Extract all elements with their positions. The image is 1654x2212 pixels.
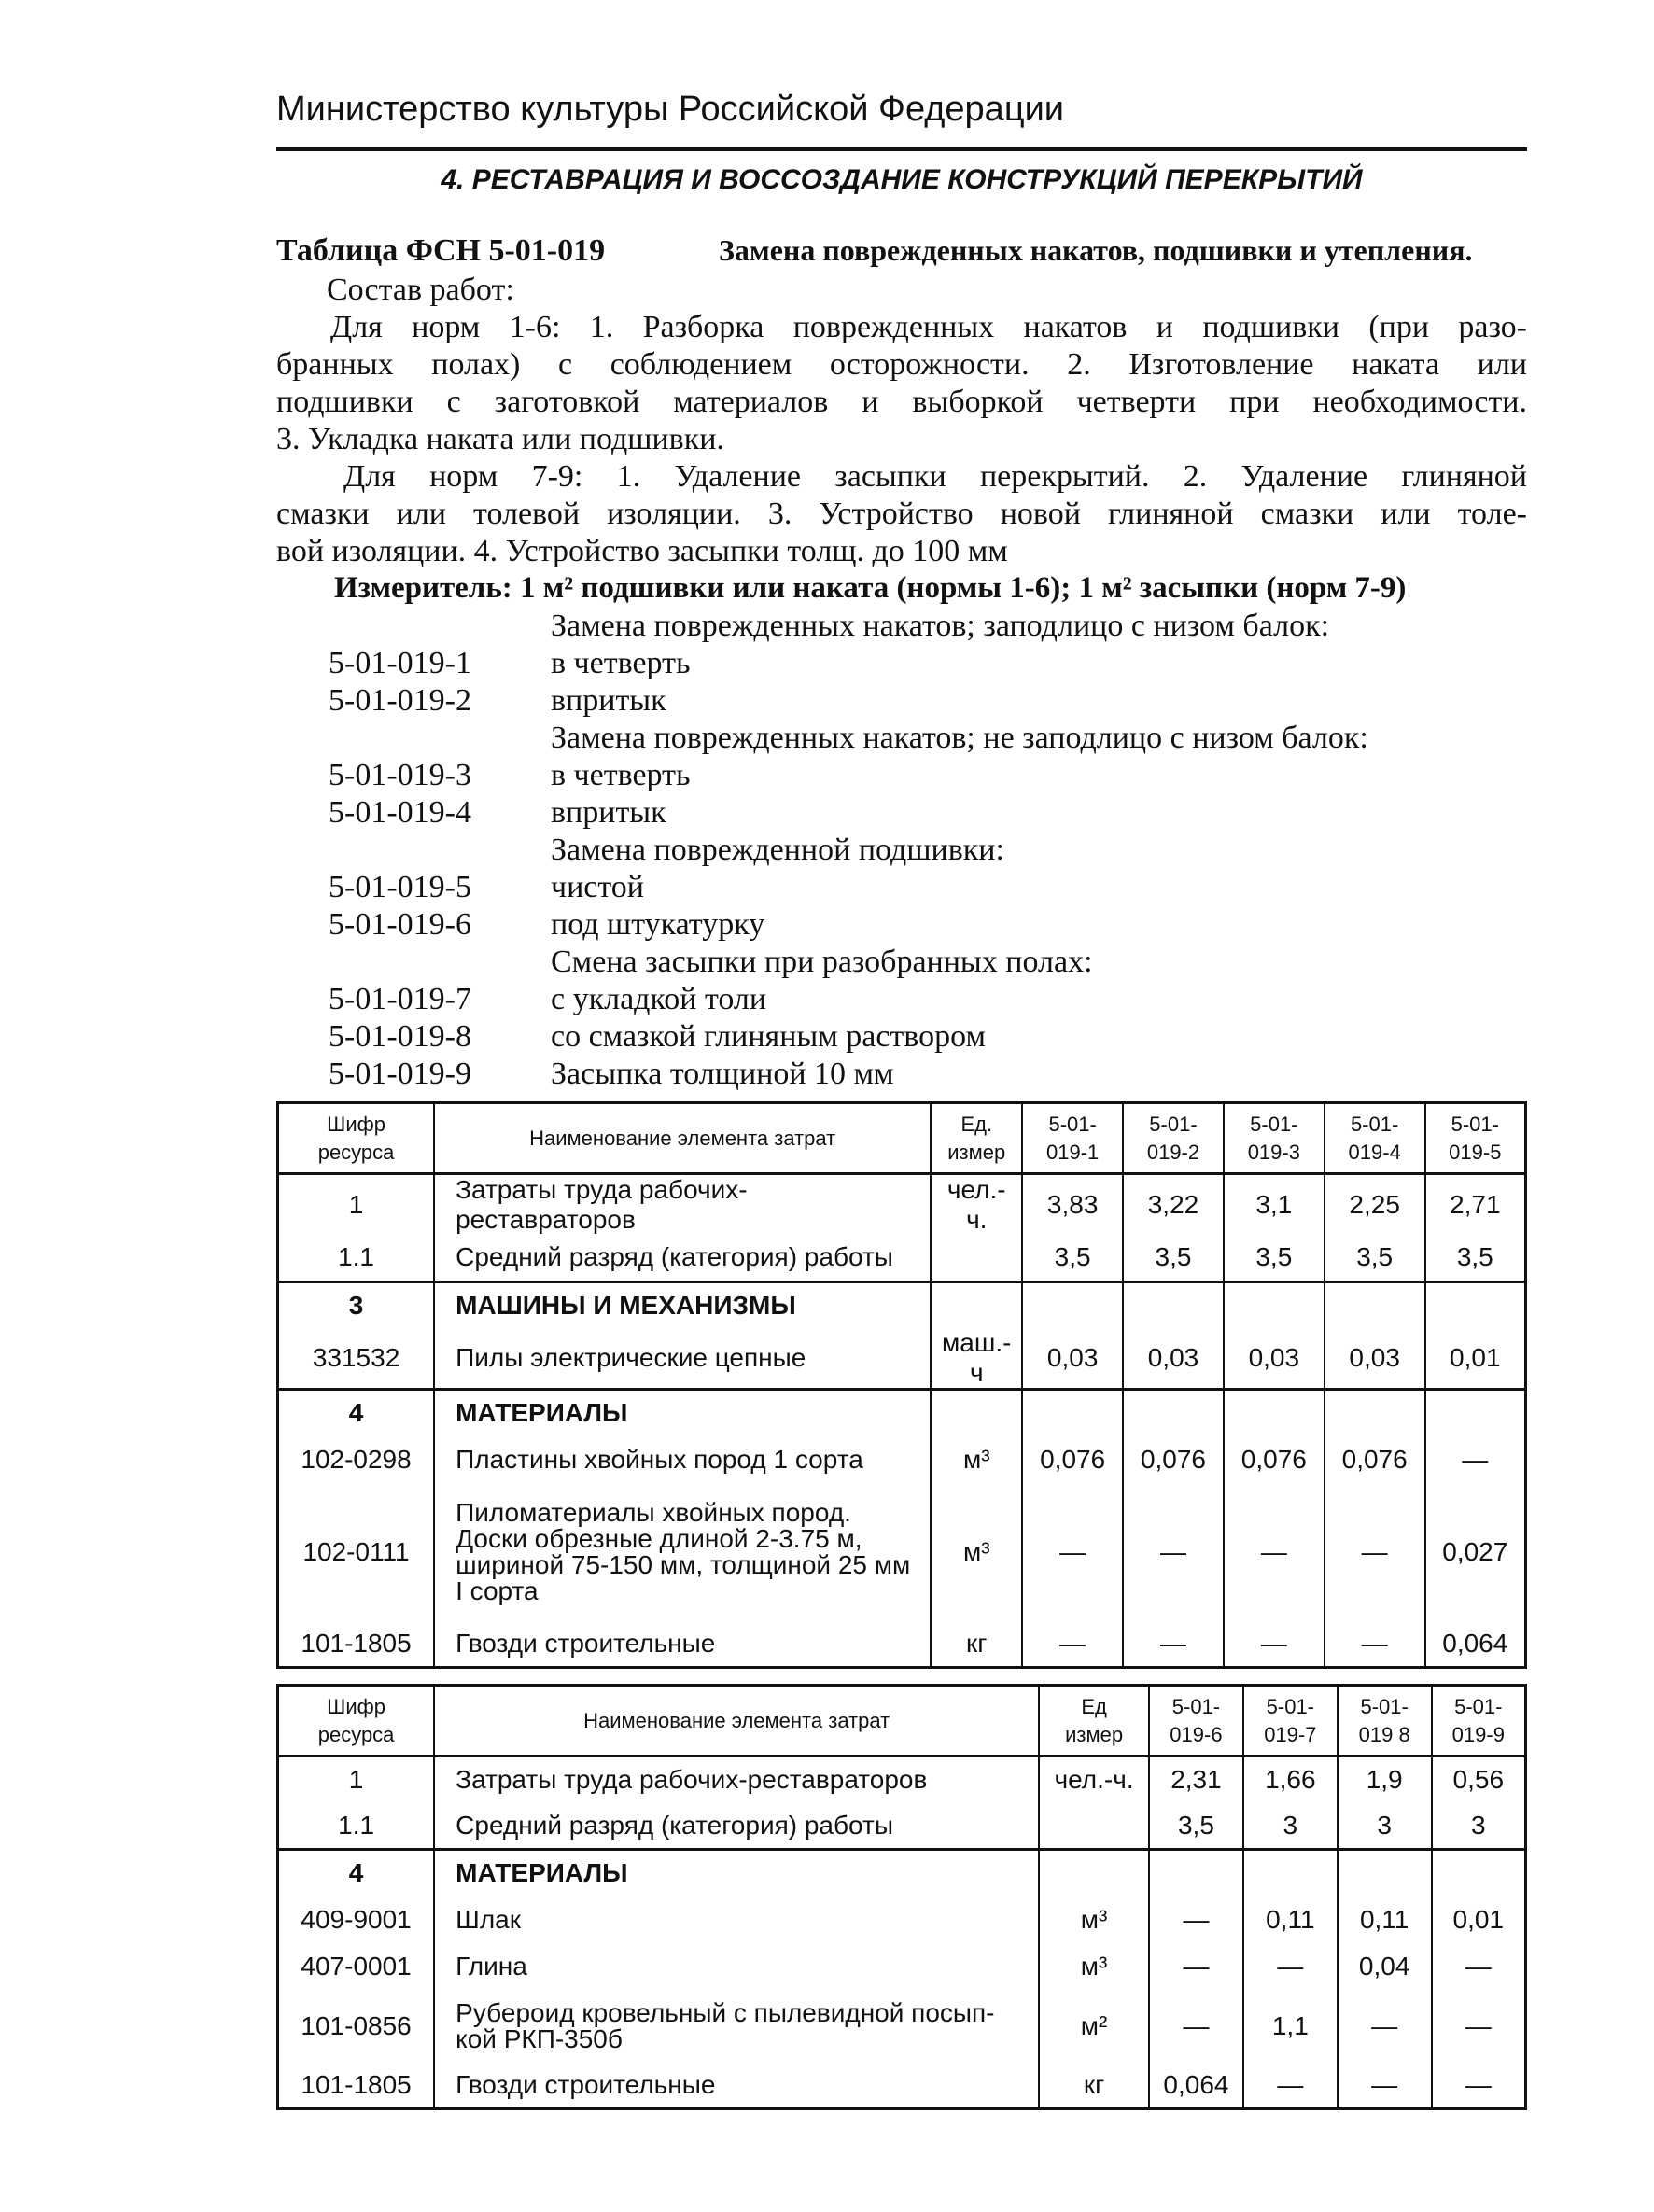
norm-code: 5-01-019-7 xyxy=(329,982,471,1016)
row-value: 0,03 xyxy=(1224,1328,1325,1390)
row-value: 0,03 xyxy=(1325,1328,1425,1390)
table-row xyxy=(278,1621,1526,1668)
header-norm-col-line: 019-9 xyxy=(1451,1722,1505,1746)
row-unit xyxy=(931,1235,1022,1281)
norm-text: в четверть xyxy=(551,646,691,680)
table-header-row xyxy=(278,1103,1526,1174)
header-norm-col xyxy=(1432,1686,1526,1757)
header-unit-line: Ед xyxy=(1081,1694,1107,1718)
row-unit: чел.-ч. xyxy=(1039,1757,1149,1803)
table-row xyxy=(278,1174,1526,1236)
row-unit xyxy=(931,1390,1022,1436)
header-code-line: ресурса xyxy=(317,1722,395,1746)
row-value: — xyxy=(1432,1943,1526,1990)
row-code: 1.1 xyxy=(278,1803,435,1850)
row-value xyxy=(1432,1850,1526,1897)
table-group-row xyxy=(278,1390,1526,1436)
header-norm-col-line: 019-4 xyxy=(1348,1140,1401,1164)
row-value: 3,5 xyxy=(1224,1235,1325,1281)
table-id: Таблица ФСН 5-01-019 xyxy=(276,233,606,268)
row-value: — xyxy=(1243,2063,1338,2109)
row-value: — xyxy=(1432,1990,1526,2063)
header-norm-col xyxy=(1243,1686,1338,1757)
row-value: 3 xyxy=(1338,1803,1432,1850)
row-code: 101-1805 xyxy=(278,2063,435,2109)
row-value: — xyxy=(1149,1943,1243,1990)
section-title: 4. РЕСТАВРАЦИЯ И ВОССОЗДАНИЕ КОНСТРУКЦИЙ ПЕРЕКРЫТИЙ xyxy=(441,164,1363,195)
row-value xyxy=(1123,1281,1224,1328)
row-code: 1 xyxy=(278,1174,435,1236)
row-code: 4 xyxy=(278,1850,435,1897)
header-name: Наименование элемента затрат xyxy=(434,1686,1039,1757)
row-value: 0,56 xyxy=(1432,1757,1526,1803)
row-unit xyxy=(1039,1850,1149,1897)
row-name: Затраты труда рабочих-реставраторов xyxy=(434,1757,1039,1803)
header-unit-line: измер xyxy=(947,1140,1006,1164)
table-row xyxy=(278,1483,1526,1621)
header-norm-col xyxy=(1325,1103,1425,1174)
header-code xyxy=(278,1686,435,1757)
table-row xyxy=(278,1990,1526,2063)
row-value: 0,076 xyxy=(1022,1436,1123,1483)
row-value: 3,5 xyxy=(1022,1235,1123,1281)
row-value xyxy=(1338,1850,1432,1897)
row-value: — xyxy=(1123,1621,1224,1668)
header-code xyxy=(278,1103,435,1174)
row-value: 2,71 xyxy=(1425,1174,1526,1236)
row-value: 3 xyxy=(1432,1803,1526,1850)
row-value: — xyxy=(1149,1897,1243,1943)
desc2-line: вой изоляции. 4. Устройство засыпки толщ. до 100 мм xyxy=(276,534,1008,568)
row-name: Средний разряд (категория) работы xyxy=(434,1803,1039,1850)
row-value: 3,5 xyxy=(1325,1235,1425,1281)
desc1-line: подшивки с заготовкой материалов и выборкой четверти при необходимости. xyxy=(276,385,1527,419)
norm-text: Замена поврежденных накатов; не заподлицо с низом балок: xyxy=(551,721,1368,755)
row-value: 2,31 xyxy=(1149,1757,1243,1803)
header-norm-col-line: 5-01- xyxy=(1360,1694,1409,1718)
cost-table-2 xyxy=(276,1684,1527,2110)
work-label: Состав работ: xyxy=(327,273,514,307)
norm-code: 5-01-019-2 xyxy=(329,683,471,718)
row-value: — xyxy=(1338,2063,1432,2109)
row-code: 3 xyxy=(278,1281,435,1328)
header-norm-col-line: 5-01- xyxy=(1266,1694,1314,1718)
row-value: — xyxy=(1224,1621,1325,1668)
row-value: 3,5 xyxy=(1425,1235,1526,1281)
header-norm-col xyxy=(1123,1103,1224,1174)
header-norm-col-line: 019-1 xyxy=(1046,1140,1100,1164)
desc1-line: бранных полах) с соблюдением осторожности. 2. Изготовление наката или xyxy=(276,347,1527,382)
row-code: 4 xyxy=(278,1390,435,1436)
table-group-row xyxy=(278,1281,1526,1328)
header-norm-col-line: 5-01- xyxy=(1451,1112,1499,1136)
row-value xyxy=(1123,1390,1224,1436)
header-unit xyxy=(1039,1686,1149,1757)
norm-text: Смена засыпки при разобранных полах: xyxy=(551,945,1093,979)
row-unit: м² xyxy=(1039,1990,1149,2063)
row-unit: чел.-ч. xyxy=(931,1174,1022,1236)
row-value: — xyxy=(1022,1621,1123,1668)
row-value: 3,22 xyxy=(1123,1174,1224,1236)
row-value xyxy=(1425,1281,1526,1328)
row-name: Рубероид кровельный с пылевидной посып-кой РКП-350б xyxy=(434,1990,1039,2063)
row-value: 0,03 xyxy=(1123,1328,1224,1390)
row-unit: маш.-ч xyxy=(931,1328,1022,1390)
header-unit-line: измер xyxy=(1065,1722,1124,1746)
row-value: — xyxy=(1224,1483,1325,1621)
norm-code: 5-01-019-8 xyxy=(329,1019,471,1054)
header-norm-col-line: 019-3 xyxy=(1247,1140,1300,1164)
measure-line: Измеритель: 1 м² подшивки или наката (нормы 1-6); 1 м² засыпки (норм 7-9) xyxy=(334,571,1407,605)
row-value: 0,04 xyxy=(1338,1943,1432,1990)
header-norm-col-line: 5-01- xyxy=(1048,1112,1097,1136)
table-row xyxy=(278,1328,1526,1390)
row-unit: кг xyxy=(1039,2063,1149,2109)
row-code: 102-0298 xyxy=(278,1436,435,1483)
row-name: Гвозди строительные xyxy=(434,2063,1039,2109)
row-unit: м³ xyxy=(1039,1943,1149,1990)
page-header: Министерство культуры Российской Федерации xyxy=(276,90,1065,129)
row-name: Затраты труда рабочих-реставраторов xyxy=(434,1174,931,1236)
header-norm-col xyxy=(1425,1103,1526,1174)
row-value: 2,25 xyxy=(1325,1174,1425,1236)
row-value: 0,11 xyxy=(1338,1897,1432,1943)
header-norm-col xyxy=(1022,1103,1123,1174)
header-norm-col xyxy=(1338,1686,1432,1757)
header-norm-col-line: 019-6 xyxy=(1170,1722,1223,1746)
header-norm-col-line: 019-7 xyxy=(1264,1722,1317,1746)
row-code: 1 xyxy=(278,1757,435,1803)
norm-text: с укладкой толи xyxy=(551,982,767,1016)
table-row xyxy=(278,1897,1526,1943)
norm-code: 5-01-019-6 xyxy=(329,907,471,942)
row-value: 3,5 xyxy=(1123,1235,1224,1281)
header-norm-col-line: 5-01- xyxy=(1250,1112,1298,1136)
header-norm-col-line: 5-01- xyxy=(1149,1112,1198,1136)
row-value xyxy=(1425,1390,1526,1436)
row-value: 0,03 xyxy=(1022,1328,1123,1390)
norm-text: Замена поврежденной подшивки: xyxy=(551,833,1004,867)
row-value xyxy=(1224,1390,1325,1436)
row-name: Пиломатериалы хвойных пород. Доски обрезные длиной 2-3.75 м, шириной 75-150 мм, толщиной 25 мм I сорта xyxy=(434,1483,931,1621)
row-value: 0,01 xyxy=(1432,1897,1526,1943)
norm-text: чистой xyxy=(551,870,644,904)
table-row xyxy=(278,1803,1526,1850)
norm-code: 5-01-019-4 xyxy=(329,795,471,830)
row-value: 0,064 xyxy=(1149,2063,1243,2109)
row-value: — xyxy=(1325,1621,1425,1668)
norm-text: впритык xyxy=(551,683,666,718)
row-value: 1,66 xyxy=(1243,1757,1338,1803)
row-value: 0,027 xyxy=(1425,1483,1526,1621)
row-code: 101-1805 xyxy=(278,1621,435,1668)
row-value: — xyxy=(1425,1436,1526,1483)
header-norm-col-line: 5-01- xyxy=(1454,1694,1503,1718)
norm-text: в четверть xyxy=(551,758,691,792)
row-value: 0,01 xyxy=(1425,1328,1526,1390)
table-row xyxy=(278,1757,1526,1803)
header-code-line: ресурса xyxy=(317,1140,395,1164)
norm-text: Замена поврежденных накатов; заподлицо с низом балок: xyxy=(551,609,1330,643)
row-value: 0,076 xyxy=(1224,1436,1325,1483)
header-norm-col-line: 019 8 xyxy=(1358,1722,1410,1746)
row-value: 0,076 xyxy=(1325,1436,1425,1483)
table-row xyxy=(278,1235,1526,1281)
row-value xyxy=(1325,1390,1425,1436)
row-name: Шлак xyxy=(434,1897,1039,1943)
row-unit: м³ xyxy=(1039,1897,1149,1943)
row-code: 331532 xyxy=(278,1328,435,1390)
header-rule xyxy=(276,147,1527,151)
row-unit: кг xyxy=(931,1621,1022,1668)
row-value xyxy=(1224,1281,1325,1328)
table-header-row xyxy=(278,1686,1526,1757)
row-value: 3 xyxy=(1243,1803,1338,1850)
row-value: 3,1 xyxy=(1224,1174,1325,1236)
table-title: Замена поврежденных накатов, подшивки и утепления. xyxy=(719,233,1473,267)
row-name: Гвозди строительные xyxy=(434,1621,931,1668)
row-value: 0,11 xyxy=(1243,1897,1338,1943)
row-code: 407-0001 xyxy=(278,1943,435,1990)
row-value: — xyxy=(1243,1943,1338,1990)
row-name: Глина xyxy=(434,1943,1039,1990)
row-name: Средний разряд (категория) работы xyxy=(434,1235,931,1281)
row-value: 1,1 xyxy=(1243,1990,1338,2063)
desc2-line: смазки или толевой изоляции. 3. Устройство новой глиняной смазки или толе- xyxy=(276,497,1527,531)
norm-code: 5-01-019-5 xyxy=(329,870,471,904)
header-norm-col xyxy=(1224,1103,1325,1174)
header-norm-col-line: 019-5 xyxy=(1449,1140,1502,1164)
row-code: 102-0111 xyxy=(278,1483,435,1621)
row-value xyxy=(1022,1390,1123,1436)
table-row xyxy=(278,1436,1526,1483)
row-code: 409-9001 xyxy=(278,1897,435,1943)
header-norm-col-line: 019-2 xyxy=(1146,1140,1200,1164)
row-unit xyxy=(931,1281,1022,1328)
table-row xyxy=(278,1943,1526,1990)
norm-code: 5-01-019-3 xyxy=(329,758,471,792)
header-norm-col-line: 5-01- xyxy=(1171,1694,1221,1718)
row-value: 3,5 xyxy=(1149,1803,1243,1850)
row-name: МАТЕРИАЛЫ xyxy=(434,1390,931,1436)
norm-text: Засыпка толщиной 10 мм xyxy=(551,1057,894,1091)
row-value: — xyxy=(1149,1990,1243,2063)
row-name: МАТЕРИАЛЫ xyxy=(434,1850,1039,1897)
header-unit-line: Ед. xyxy=(960,1112,993,1136)
row-value: — xyxy=(1022,1483,1123,1621)
header-name: Наименование элемента затрат xyxy=(434,1103,931,1174)
norm-text: под штукатурку xyxy=(551,907,765,942)
norm-text: впритык xyxy=(551,795,666,830)
row-value: — xyxy=(1123,1483,1224,1621)
norm-code: 5-01-019-1 xyxy=(329,646,471,680)
header-norm-col xyxy=(1149,1686,1243,1757)
desc1-line: 3. Укладка наката или подшивки. xyxy=(276,422,724,456)
row-value: 0,076 xyxy=(1123,1436,1224,1483)
row-unit: м³ xyxy=(931,1436,1022,1483)
row-value: 0,064 xyxy=(1425,1621,1526,1668)
row-value xyxy=(1149,1850,1243,1897)
row-code: 101-0856 xyxy=(278,1990,435,2063)
row-unit xyxy=(1039,1803,1149,1850)
row-code: 1.1 xyxy=(278,1235,435,1281)
row-value: — xyxy=(1325,1483,1425,1621)
table-row xyxy=(278,2063,1526,2109)
row-name: МАШИНЫ И МЕХАНИЗМЫ xyxy=(434,1281,931,1328)
row-value xyxy=(1022,1281,1123,1328)
row-value xyxy=(1325,1281,1425,1328)
row-name: Пилы электрические цепные xyxy=(434,1328,931,1390)
row-unit: м³ xyxy=(931,1483,1022,1621)
header-unit xyxy=(931,1103,1022,1174)
row-value: 3,83 xyxy=(1022,1174,1123,1236)
norm-text: со смазкой глиняным раствором xyxy=(551,1019,986,1054)
cost-table-1 xyxy=(276,1101,1527,1669)
table-group-row xyxy=(278,1850,1526,1897)
row-value: 1,9 xyxy=(1338,1757,1432,1803)
row-value: — xyxy=(1338,1990,1432,2063)
row-name: Пластины хвойных пород 1 сорта xyxy=(434,1436,931,1483)
desc1-line: Для норм 1-6: 1. Разборка поврежденных накатов и подшивки (при разо- xyxy=(330,310,1527,344)
header-code-line: Шифр xyxy=(327,1112,385,1136)
norm-code: 5-01-019-9 xyxy=(329,1057,471,1091)
desc2-line: Для норм 7-9: 1. Удаление засыпки перекрытий. 2. Удаление глиняной xyxy=(343,459,1527,494)
header-code-line: Шифр xyxy=(327,1694,385,1718)
row-value: — xyxy=(1432,2063,1526,2109)
row-value xyxy=(1243,1850,1338,1897)
header-norm-col-line: 5-01- xyxy=(1350,1112,1399,1136)
